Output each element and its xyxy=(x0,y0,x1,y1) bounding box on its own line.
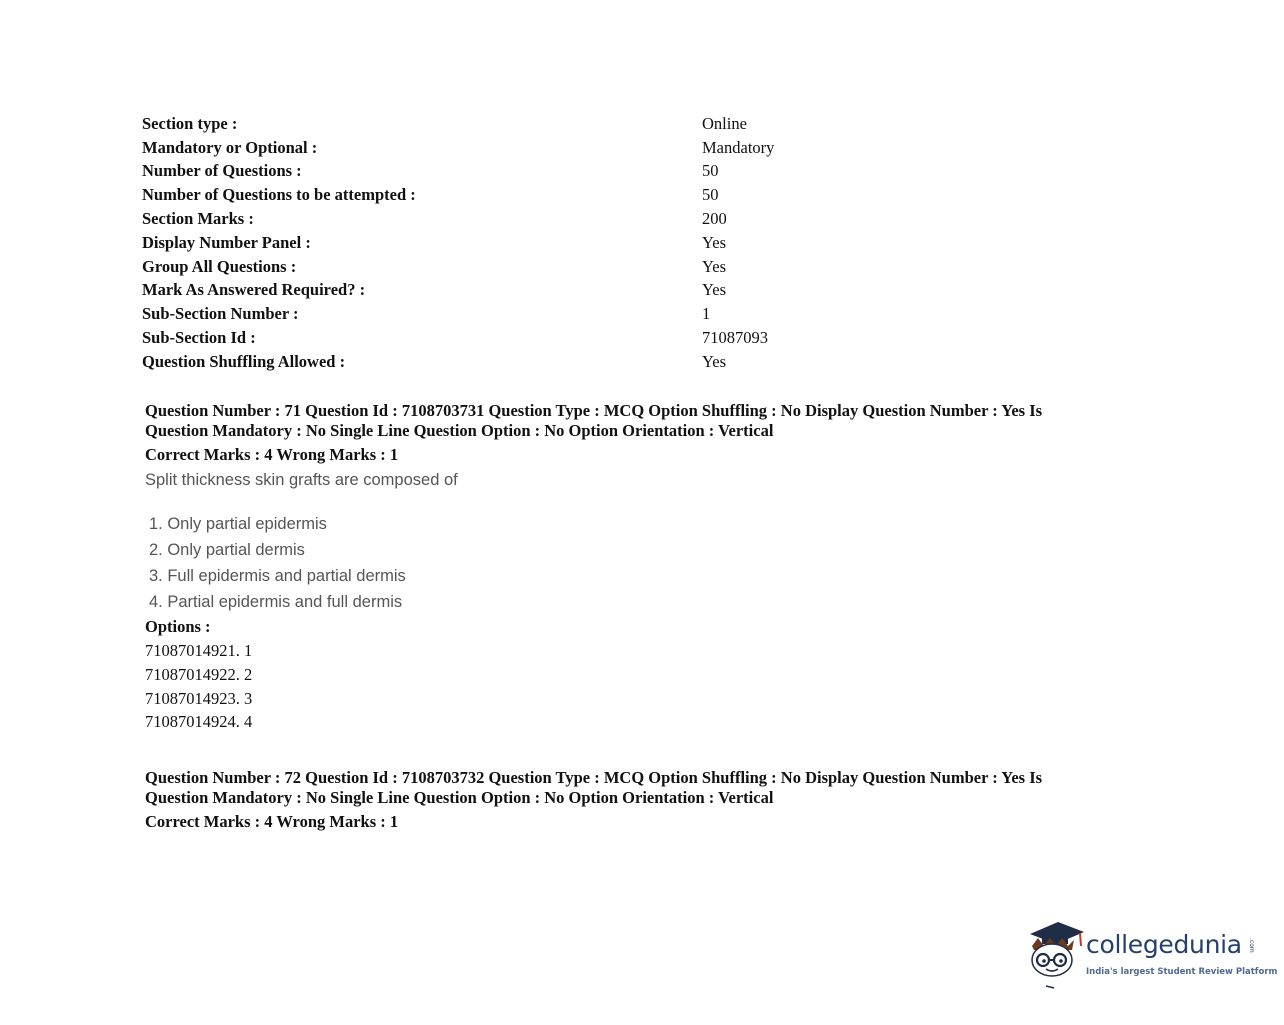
section-row xyxy=(142,326,902,350)
student-mascot-icon xyxy=(1024,916,1086,991)
question-72-marks: Correct Marks : 4 Wrong Marks : 1 xyxy=(145,812,399,831)
section-key: Group All Questions : xyxy=(142,256,297,276)
section-row xyxy=(142,183,902,207)
section-value: 50 xyxy=(702,185,719,205)
section-value: Yes xyxy=(702,256,727,276)
option-id-item: 71087014921. 1 xyxy=(145,641,253,660)
section-value: Yes xyxy=(702,351,727,371)
option-id-item: 71087014922. 2 xyxy=(145,664,253,684)
section-row xyxy=(142,136,902,160)
choice-item: 2. Only partial dermis xyxy=(149,541,305,559)
section-row xyxy=(142,279,902,303)
section-info-table xyxy=(142,112,902,374)
section-row xyxy=(142,207,902,231)
section-key: Number of Questions to be attempted : xyxy=(142,185,416,205)
choice-item: 1. Only partial epidermis xyxy=(149,515,327,533)
question-71-header-line2: Question Mandatory : No Single Line Question Option : No Option Orientation : Vertical xyxy=(145,421,774,440)
section-value: Online xyxy=(702,113,747,133)
brand-tagline: India's largest Student Review Platform xyxy=(1086,967,1278,977)
section-key: Question Shuffling Allowed : xyxy=(142,351,346,371)
section-key: Mark As Answered Required? : xyxy=(142,280,366,300)
collegedunia-logo xyxy=(1024,916,1278,991)
question-71-text: Split thickness skin grafts are composed of xyxy=(145,471,458,489)
section-value: 200 xyxy=(702,209,727,229)
section-row xyxy=(142,255,902,279)
section-row xyxy=(142,350,902,374)
section-value: Yes xyxy=(702,280,727,300)
section-key: Section Marks : xyxy=(142,209,254,229)
section-value: 50 xyxy=(702,161,719,181)
section-value: Yes xyxy=(702,232,727,252)
section-key: Sub-Section Number : xyxy=(142,304,299,324)
brand-com: .com xyxy=(1248,938,1255,953)
section-key: Display Number Panel : xyxy=(142,232,311,252)
section-value: Mandatory xyxy=(702,137,775,157)
brand-name: collegedunia xyxy=(1086,930,1242,959)
option-id-item: 71087014924. 4 xyxy=(145,712,253,732)
question-71-choices xyxy=(145,513,1125,617)
section-row xyxy=(142,302,902,326)
section-key: Sub-Section Id : xyxy=(142,328,256,348)
choice-item: 4. Partial epidermis and full dermis xyxy=(149,593,403,611)
options-label: Options : xyxy=(145,617,211,636)
section-key: Section type : xyxy=(142,113,238,133)
question-72-header-line2: Question Mandatory : No Single Line Question Option : No Option Orientation : Vertical xyxy=(145,788,774,807)
section-key: Number of Questions : xyxy=(142,161,302,181)
question-71-marks: Correct Marks : 4 Wrong Marks : 1 xyxy=(145,445,399,464)
question-71-block xyxy=(145,401,1125,734)
section-value: 71087093 xyxy=(702,328,768,348)
section-key: Mandatory or Optional : xyxy=(142,137,318,157)
section-row xyxy=(142,231,902,255)
question-72-block xyxy=(145,768,1125,832)
section-value: 1 xyxy=(702,304,711,324)
section-row xyxy=(142,112,902,136)
question-72-header-line1: Question Number : 72 Question Id : 7108703732 Question Type : MCQ Option Shuffling : No Display Question Number : Yes Is xyxy=(145,768,1043,787)
choice-item: 3. Full epidermis and partial dermis xyxy=(149,567,406,585)
question-71-header-line1: Question Number : 71 Question Id : 7108703731 Question Type : MCQ Option Shuffling : No Display Question Number : Yes Is xyxy=(145,401,1043,420)
section-row xyxy=(142,160,902,184)
option-id-item: 71087014923. 3 xyxy=(145,688,253,708)
